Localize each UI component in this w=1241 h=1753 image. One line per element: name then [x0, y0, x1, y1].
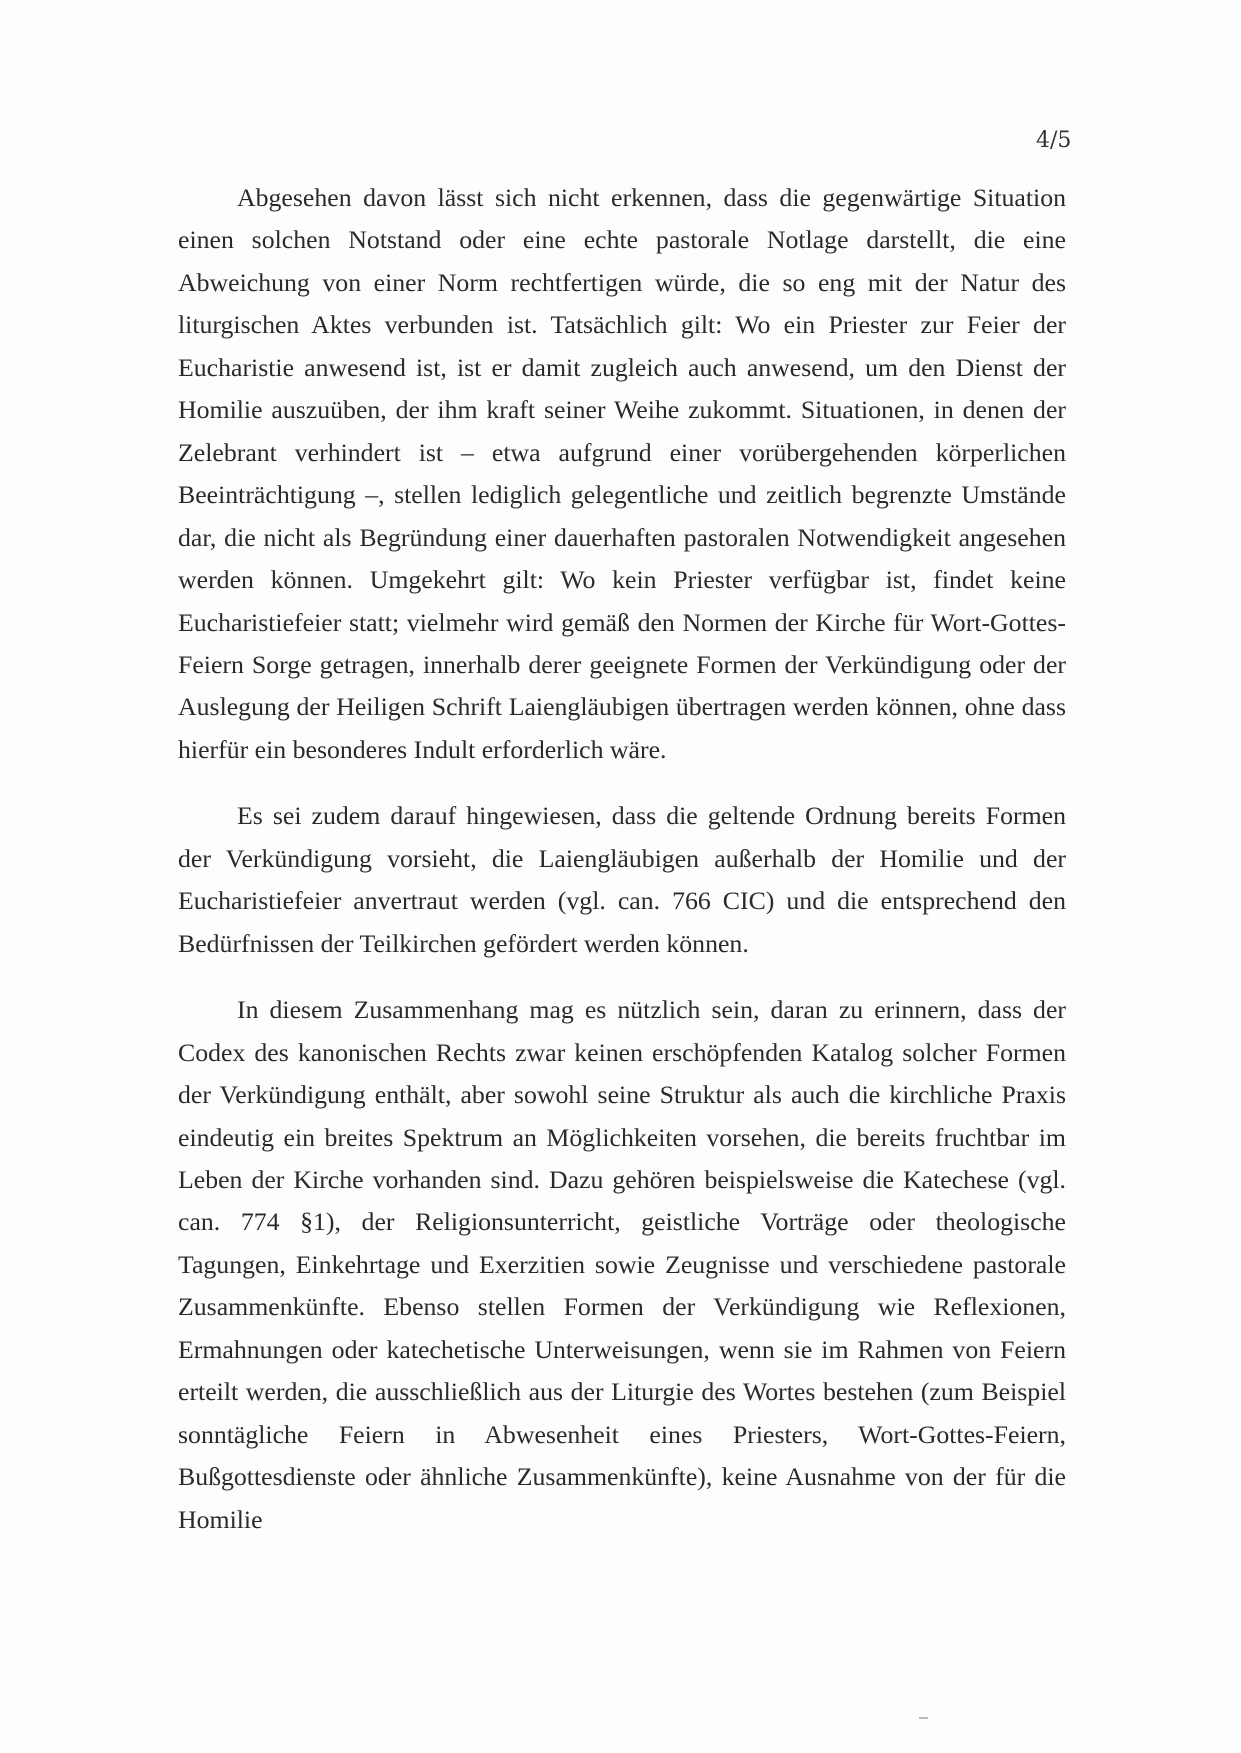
- paragraph-2: Es sei zudem darauf hingewiesen, dass die geltende Ordnung bereits Formen der Verkündigung vorsieht, die Laiengläubigen außerhalb der Homilie und der Eucharistiefeier anvertraut werden (vgl. can. 766 CIC) und die entsprechend den Bedürfnissen der Teilkirchen gefördert werden können.: [178, 801, 1066, 958]
- paragraph-3: In diesem Zusammenhang mag es nützlich sein, daran zu erinnern, dass der Codex des kanonischen Rechts zwar keinen erschöpfenden Katalog solcher Formen der Verkündigung enthält, aber sowohl seine Struktur als auch die kirchliche Praxis eindeutig ein breites Spektrum an Möglichkeiten vorsehen, die bereits fruchtbar im Leben der Kirche vorhanden sind. Dazu gehören beispielsweise die Katechese (vgl. can. 774 §1), der Religionsunterricht, geistliche Vorträge oder theologische Tagungen, Einkehrtage und Exerzitien sowie Zeugnisse und verschiedene pastorale Zusammenkünfte. Ebenso stellen Formen der Verkündigung wie Reflexionen, Ermahnungen oder katechetische Unterweisungen, wenn sie im Rahmen von Feiern erteilt werden, die ausschließlich aus der Liturgie des Wortes bestehen (zum Beispiel sonntägliche Feiern in Abwesenheit eines Priesters, Wort-Gottes-Feiern, Bußgottesdienste oder ähnliche Zusammenkünfte), keine Ausnahme von der für die Homilie: [178, 995, 1066, 1534]
- page-number: 4/5: [1036, 128, 1072, 153]
- paragraph-1: Abgesehen davon lässt sich nicht erkennen, dass die gegenwärtige Situation einen solchen Notstand oder eine echte pastorale Notlage darstellt, die eine Abweichung von einer Norm rechtfertigen würde, die so eng mit der Natur des liturgischen Aktes verbunden ist. Tatsächlich gilt: Wo ein Priester zur Feier der Eucharistie anwesend ist, ist er damit zugleich auch anwesend, um den Dienst der Homilie auszuüben, der ihm kraft seiner Weihe zukommt. Situationen, in denen der Zelebrant verhindert ist – etwa aufgrund einer vorübergehenden körperlichen Beeinträchtigung –, stellen lediglich gelegentliche und zeitlich begrenzte Umstände dar, die nicht als Begründung einer dauerhaften pastoralen Notwendigkeit angesehen werden können. Umgekehrt gilt: Wo kein Priester verfügbar ist, findet keine Eucharistiefeier statt; vielmehr wird gemäß den Normen der Kirche für Wort-Gottes-Feiern Sorge getragen, innerhalb derer geeignete Formen der Verkündigung oder der Auslegung der Heiligen Schrift Laiengläubigen übertragen werden können, ohne dass hierfür ein besonderes Indult erforderlich wäre.: [178, 183, 1066, 764]
- scan-artifact: [919, 1717, 928, 1719]
- document-body: [178, 177, 1066, 1565]
